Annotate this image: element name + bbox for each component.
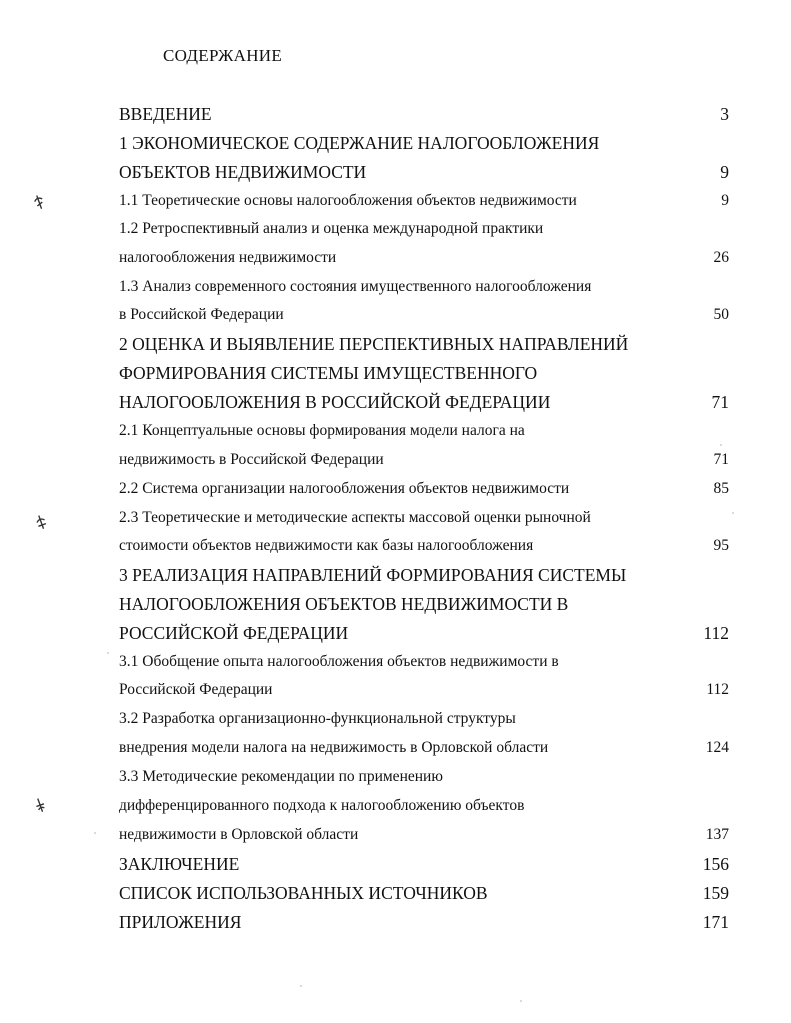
- toc-line: [119, 764, 729, 790]
- toc-line: [119, 822, 729, 848]
- toc-line-text: 1.3 Анализ современного состояния имущественного налогообложения: [119, 278, 592, 295]
- toc-line: [119, 533, 729, 559]
- toc-line: [119, 418, 729, 444]
- toc-line-text: 2 ОЦЕНКА И ВЫЯВЛЕНИЕ ПЕРСПЕКТИВНЫХ НАПРАВЛЕНИЙ: [119, 334, 629, 354]
- toc-line-text: 1 ЭКОНОМИЧЕСКОЕ СОДЕРЖАНИЕ НАЛОГООБЛОЖЕНИЯ: [119, 133, 600, 153]
- scan-speck: [107, 652, 109, 654]
- toc-line-page: 137: [705, 826, 729, 843]
- toc-line-text: 2.3 Теоретические и методические аспекты массовой оценки рыночной: [119, 509, 591, 526]
- toc-line-page: 9: [720, 162, 729, 182]
- toc-line-text: 1.2 Ретроспективный анализ и оценка международной практики: [119, 220, 544, 237]
- toc-line-text: внедрения модели налога на недвижимость в Орловской области: [119, 739, 549, 756]
- toc-line: [119, 130, 729, 156]
- toc-line: [119, 389, 729, 415]
- scan-speck: [732, 512, 734, 514]
- toc-line-text: недвижимости в Орловской области: [119, 826, 359, 843]
- toc-line: [119, 793, 729, 819]
- scan-speck: [720, 444, 722, 446]
- toc-line-page: 112: [706, 681, 729, 698]
- toc-line-page: 124: [705, 739, 729, 756]
- toc-line-text: 3.2 Разработка организационно-функциональной структуры: [119, 710, 516, 727]
- toc-line-text: 1.1 Теоретические основы налогообложения объектов недвижимости: [119, 192, 577, 209]
- toc-line-text: Российской Федерации: [119, 681, 273, 698]
- toc-line-text: 3.3 Методические рекомендации по применению: [119, 768, 443, 785]
- toc-line-text: ФОРМИРОВАНИЯ СИСТЕМЫ ИМУЩЕСТВЕННОГО: [119, 363, 538, 383]
- toc-line-page: 95: [713, 537, 729, 554]
- toc-line-text: 3 РЕАЛИЗАЦИЯ НАПРАВЛЕНИЙ ФОРМИРОВАНИЯ СИСТЕМЫ: [119, 565, 627, 585]
- toc-line-page: 159: [702, 883, 729, 903]
- toc-line-page: 71: [713, 451, 729, 468]
- toc-line: [119, 735, 729, 761]
- toc-line-text: налогообложения недвижимости: [119, 249, 337, 266]
- toc-line: [119, 101, 729, 127]
- toc-line-page: 9: [721, 192, 729, 209]
- toc-line: [119, 909, 729, 935]
- toc-line-text: ВВЕДЕНИЕ: [119, 104, 212, 124]
- toc-line-text: недвижимость в Российской Федерации: [119, 451, 384, 468]
- toc-line: [119, 216, 729, 242]
- toc-line-text: РОССИЙСКОЙ ФЕДЕРАЦИИ: [119, 623, 349, 643]
- toc-line-page: 156: [702, 854, 729, 874]
- toc-line-text: СПИСОК ИСПОЛЬЗОВАННЫХ ИСТОЧНИКОВ: [119, 883, 488, 903]
- scan-speck: [520, 1000, 522, 1002]
- toc-line-text: дифференцированного подхода к налогообложению объектов: [119, 797, 525, 814]
- toc-line: [119, 649, 729, 675]
- toc-line-page: 71: [711, 392, 729, 412]
- toc-line-text: НАЛОГООБЛОЖЕНИЯ ОБЪЕКТОВ НЕДВИЖИМОСТИ В: [119, 594, 569, 614]
- toc-line-text: ЗАКЛЮЧЕНИЕ: [119, 854, 240, 874]
- toc-line-text: 3.1 Обобщение опыта налогообложения объектов недвижимости в: [119, 653, 559, 670]
- toc-line-page: 171: [702, 912, 729, 932]
- toc-line: [119, 476, 729, 502]
- toc-line: [119, 360, 729, 386]
- toc-line-text: ПРИЛОЖЕНИЯ: [119, 912, 242, 932]
- toc-line: [119, 188, 729, 214]
- scan-speck: [300, 985, 302, 987]
- toc-line: [119, 274, 729, 300]
- toc-line: [119, 880, 729, 906]
- toc-line-text: в Российской Федерации: [119, 306, 284, 323]
- toc-line-text: ОБЪЕКТОВ НЕДВИЖИМОСТИ: [119, 162, 367, 182]
- toc-line-page: 3: [720, 104, 729, 124]
- toc-line-text: 2.2 Система организации налогообложения объектов недвижимости: [119, 480, 570, 497]
- toc-line: [119, 677, 729, 703]
- toc-line: [119, 505, 729, 531]
- toc-line: [119, 245, 729, 271]
- toc-line-page: 50: [713, 306, 729, 323]
- toc-line-page: 112: [703, 623, 729, 643]
- toc-line-text: НАЛОГООБЛОЖЕНИЯ В РОССИЙСКОЙ ФЕДЕРАЦИИ: [119, 392, 551, 412]
- toc-line: [119, 331, 729, 357]
- toc-line-text: 2.1 Концептуальные основы формирования модели налога на: [119, 422, 525, 439]
- scan-speck: [94, 832, 96, 834]
- toc-line-text: стоимости объектов недвижимости как базы налогообложения: [119, 537, 534, 554]
- toc-line: [119, 562, 729, 588]
- toc-line: [119, 851, 729, 877]
- toc-line: [119, 591, 729, 617]
- toc-line: [119, 620, 729, 646]
- page-title: СОДЕРЖАНИЕ: [163, 46, 283, 65]
- toc-line-page: 85: [713, 480, 729, 497]
- toc-line: [119, 447, 729, 473]
- toc-line-page: 26: [713, 249, 729, 266]
- toc-line: [119, 302, 729, 328]
- toc-line: [119, 706, 729, 732]
- toc-line: [119, 159, 729, 185]
